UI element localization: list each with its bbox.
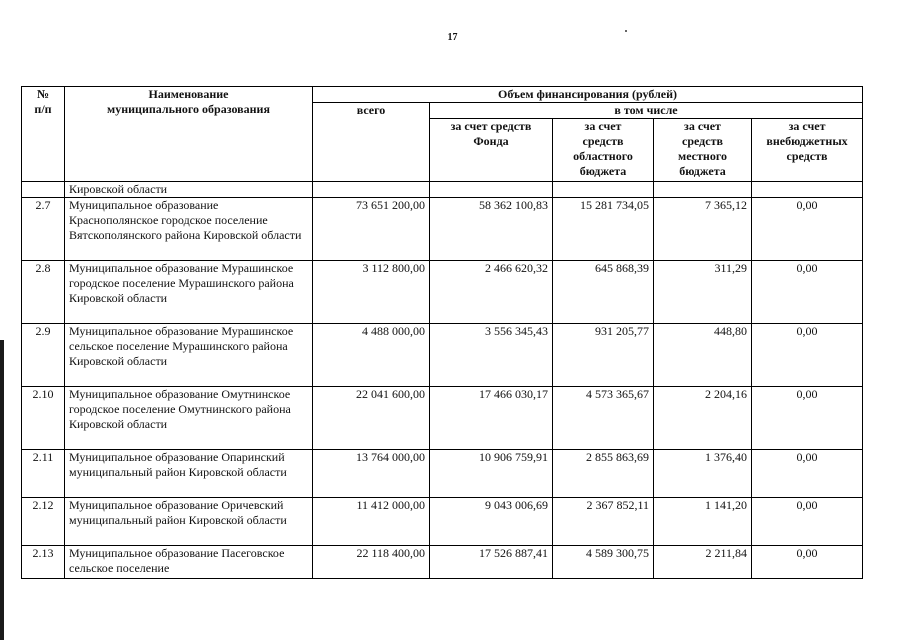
row-name-cell: Муниципальное образование Краснополянское городское поселение Вятскополянского района Кировской области bbox=[65, 198, 313, 261]
row-extra-cell: 0,00 bbox=[752, 261, 863, 324]
funding-table bbox=[21, 86, 863, 579]
row-regional-cell: 2 367 852,11 bbox=[553, 498, 654, 546]
row-local-cell: 2 204,16 bbox=[654, 387, 752, 450]
row-regional-cell: 2 855 863,69 bbox=[553, 450, 654, 498]
row-extra-cell: 0,00 bbox=[752, 450, 863, 498]
row-fund-cell: 2 466 620,32 bbox=[430, 261, 553, 324]
row-name-cell: Муниципальное образование Пасеговское сельское поселение bbox=[65, 546, 313, 579]
header-regional: за счет средств областного бюджета bbox=[553, 119, 654, 182]
row-local-cell: 1 376,40 bbox=[654, 450, 752, 498]
row-regional-cell: 645 868,39 bbox=[553, 261, 654, 324]
header-local: за счет средств местного бюджета bbox=[654, 119, 752, 182]
table-row bbox=[22, 450, 863, 498]
row-fund-cell: 17 526 887,41 bbox=[430, 546, 553, 579]
page-number: 17 bbox=[447, 32, 458, 43]
table-row bbox=[22, 546, 863, 579]
row-total-cell: 4 488 000,00 bbox=[313, 324, 430, 387]
row-local-cell: 2 211,84 bbox=[654, 546, 752, 579]
row-regional-cell: 4 589 300,75 bbox=[553, 546, 654, 579]
row-num-cell: 2.9 bbox=[22, 324, 65, 387]
row-num-cell: 2.8 bbox=[22, 261, 65, 324]
table-row bbox=[22, 498, 863, 546]
header-funding: Объем финансирования (рублей) bbox=[313, 87, 863, 103]
row-num-cell: 2.13 bbox=[22, 546, 65, 579]
header-name: Наименование муниципального образования bbox=[65, 87, 313, 182]
row-fund-cell: 10 906 759,91 bbox=[430, 450, 553, 498]
row-local-cell: 448,80 bbox=[654, 324, 752, 387]
header-extrabudget: за счет внебюджетных средств bbox=[752, 119, 863, 182]
row-total-cell: 11 412 000,00 bbox=[313, 498, 430, 546]
table-row bbox=[22, 324, 863, 387]
row-extra-cell: 0,00 bbox=[752, 387, 863, 450]
row-num-cell: 2.10 bbox=[22, 387, 65, 450]
row-name-cell: Муниципальное образование Оричевский муниципальный район Кировской области bbox=[65, 498, 313, 546]
continuation-text: Кировской области bbox=[65, 182, 313, 198]
row-total-cell: 22 118 400,00 bbox=[313, 546, 430, 579]
row-fund-cell: 9 043 006,69 bbox=[430, 498, 553, 546]
row-total-cell: 13 764 000,00 bbox=[313, 450, 430, 498]
row-regional-cell: 931 205,77 bbox=[553, 324, 654, 387]
row-total-cell: 22 041 600,00 bbox=[313, 387, 430, 450]
row-local-cell: 7 365,12 bbox=[654, 198, 752, 261]
row-extra-cell: 0,00 bbox=[752, 198, 863, 261]
header-num: № п/п bbox=[22, 87, 65, 182]
row-total-cell: 73 651 200,00 bbox=[313, 198, 430, 261]
continuation-row bbox=[22, 182, 863, 198]
row-name-cell: Муниципальное образование Опаринский муниципальный район Кировской области bbox=[65, 450, 313, 498]
table-row bbox=[22, 387, 863, 450]
row-regional-cell: 15 281 734,05 bbox=[553, 198, 654, 261]
table-row bbox=[22, 261, 863, 324]
row-fund-cell: 17 466 030,17 bbox=[430, 387, 553, 450]
header-including: в том числе bbox=[430, 103, 863, 119]
header-row-1 bbox=[22, 87, 863, 103]
row-extra-cell: 0,00 bbox=[752, 498, 863, 546]
row-local-cell: 311,29 bbox=[654, 261, 752, 324]
row-local-cell: 1 141,20 bbox=[654, 498, 752, 546]
row-regional-cell: 4 573 365,67 bbox=[553, 387, 654, 450]
row-num-cell: 2.7 bbox=[22, 198, 65, 261]
row-num-cell: 2.12 bbox=[22, 498, 65, 546]
header-total: всего bbox=[313, 103, 430, 182]
row-fund-cell: 58 362 100,83 bbox=[430, 198, 553, 261]
table-row bbox=[22, 198, 863, 261]
row-extra-cell: 0,00 bbox=[752, 324, 863, 387]
header-fund: за счет средств Фонда bbox=[430, 119, 553, 182]
row-name-cell: Муниципальное образование Мурашинское городское поселение Мурашинского района Кировской области bbox=[65, 261, 313, 324]
row-num-cell: 2.11 bbox=[22, 450, 65, 498]
scan-edge-mark bbox=[0, 340, 4, 640]
row-total-cell: 3 112 800,00 bbox=[313, 261, 430, 324]
row-extra-cell: 0,00 bbox=[752, 546, 863, 579]
row-name-cell: Муниципальное образование Омутнинское городское поселение Омутнинского района Кировской области bbox=[65, 387, 313, 450]
row-name-cell: Муниципальное образование Мурашинское сельское поселение Мурашинского района Кировской области bbox=[65, 324, 313, 387]
row-fund-cell: 3 556 345,43 bbox=[430, 324, 553, 387]
scan-speck bbox=[625, 30, 627, 32]
